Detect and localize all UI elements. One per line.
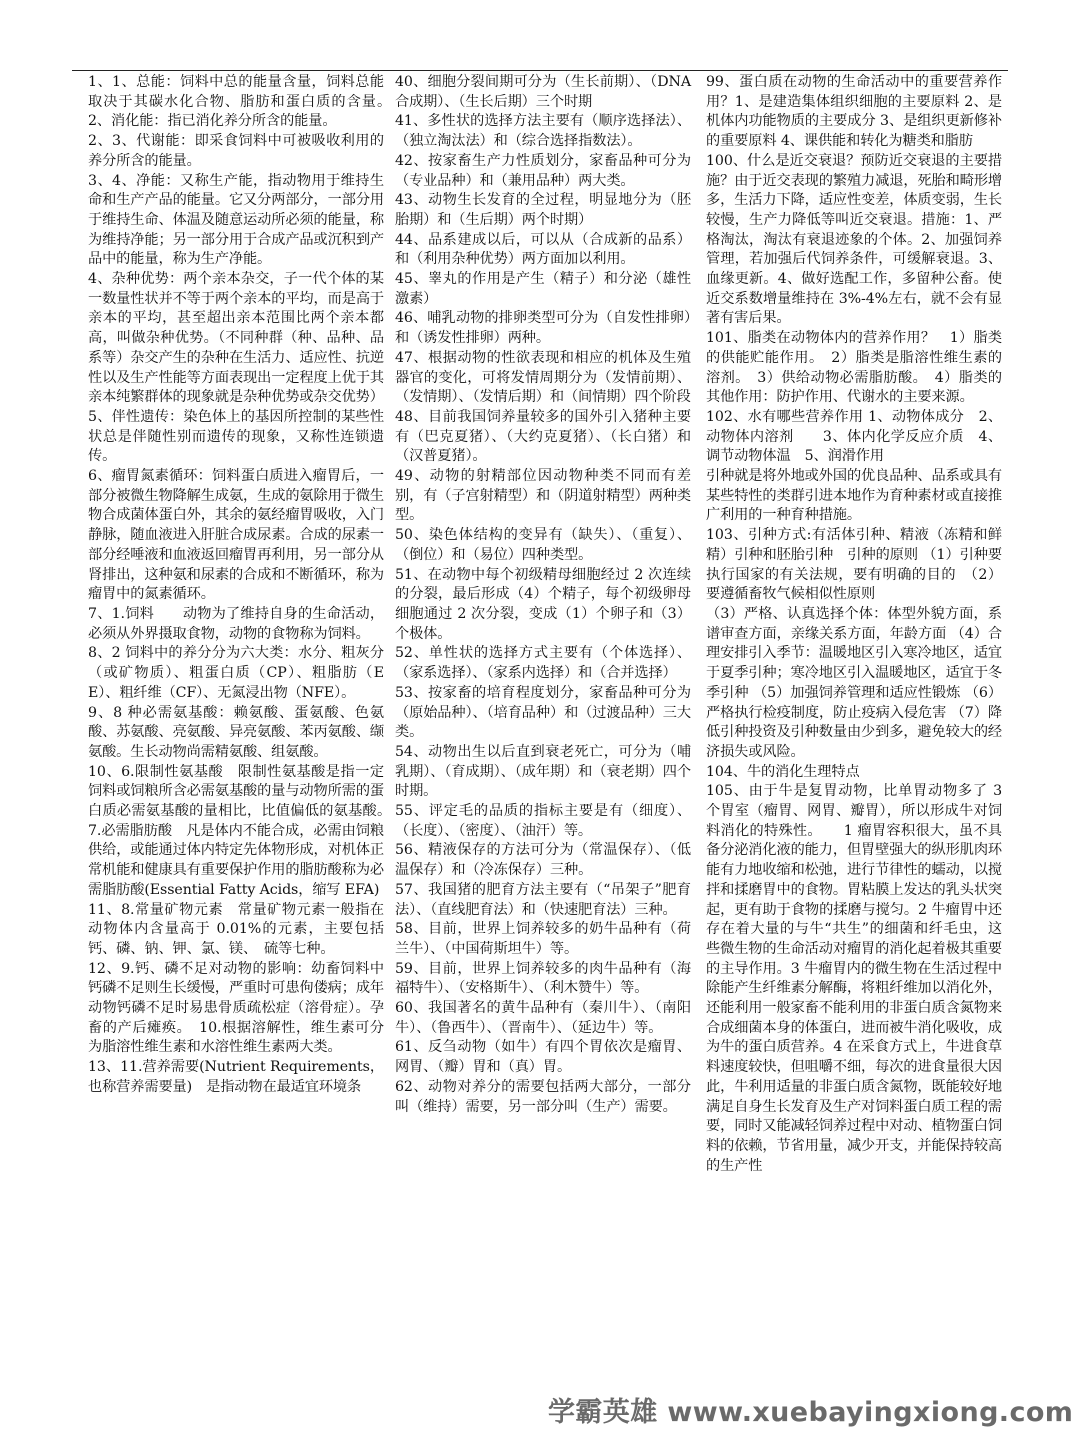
paragraph: 引种就是将外地或外国的优良品种、品系或具有某些特性的类群引进本地作为育种素材或直接推广利用的一种育种措施。	[706, 468, 1002, 524]
paragraph: 50、染色体结构的变异有（缺失）、（重复）、（倒位）和（易位）四种类型。	[395, 527, 691, 563]
paragraph: 62、动物对养分的需要包括两大部分，一部分叫（维持）需要，另一部分叫（生产）需要。	[395, 1078, 691, 1115]
paragraph: 11、8.常量矿物元素 常量矿物元素一般指在动物体内含量高于 0.01%的元素，主要包括钙、磷、钠、钾、氯、镁、 硫等七种。	[88, 901, 384, 957]
paragraph: 3、4、净能：又称生产能，指动物用于维持生命和生产产品的能量。它又分两部分，一部分用于维持生命、体温及随意运动所必须的能量，称为维持净能；另一部分用于合成产品或沉积到产品中的能量，称为生产净能。	[88, 172, 384, 268]
paragraph: 12、9.钙、磷不足对动物的影响：幼畜饲料中钙磷不足则生长缓慢，严重时可患佝偻病；成年动物钙磷不足时易患骨质疏松症（溶骨症）。孕畜的产后瘫痪。 10.根据溶解性，维生素可分为脂溶性维生素和水溶性维生素两大类。	[88, 960, 384, 1056]
paragraph: 42、按家畜生产力性质划分，家畜品种可分为（专业品种）和（兼用品种）两大类。	[395, 152, 691, 189]
paragraph: 49、动物的射精部位因动物种类不同而有差别，有（子宫射精型）和（阴道射精型）两种类型。	[395, 468, 691, 524]
top-rule	[72, 70, 1008, 71]
paragraph: 2、3、代谢能：即采食饲料中可被吸收利用的养分所含的能量。	[88, 133, 384, 169]
paragraph: 100、什么是近交衰退？预防近交衰退的主要措施？由于近交表现的繁殖力减退，死胎和畸形增多，生活力下降，适应性变差，体质变弱，生长较慢，生产力降低等叫近交衰退。措施：1、严格淘汰，淘汰有衰退迹象的个体。2、加强饲养管理，若加强后代饲养条件，可缓解衰退。3、血缘更新。4、做好选配工作，多留种公畜。使近交系数增量维持在 3%-4%左右，就不会有显著有害后果。	[706, 152, 1002, 327]
paragraph: 102、水有哪些营养作用 1、动物体成分 2、动物体内溶剂 3、体内化学反应介质 4、调节动物体温 5、润滑作用	[706, 408, 1002, 465]
paragraph: 101、脂类在动物体内的营养作用？ 1）脂类的供能贮能作用。 2）脂类是脂溶性维生素的溶剂。 3）供给动物必需脂肪酸。 4）脂类的其他作用：防护作用、代谢水的主要来源。	[706, 330, 1002, 406]
paragraph: 57、我国猪的肥育方法主要有（“吊架子”肥育法）、（直线肥育法）和（快速肥育法）三种。	[395, 881, 691, 918]
paragraph: 104、牛的消化生理特点	[706, 763, 860, 780]
text-column-right	[706, 73, 1002, 1318]
paragraph: 8、2 饲料中的养分分为六大类：水分、粗灰分（或矿物质）、粗蛋白质（CP）、粗脂肪（EE）、粗纤维（CF）、无氮浸出物（NFE）。	[88, 645, 384, 701]
paragraph: 43、动物生长发育的全过程，明显地分为（胚胎期）和（生后期）两个时期）	[395, 192, 691, 228]
paragraph: 1、1、总能：饲料中总的能量含量，饲料总能取决于其碳水化合物、脂肪和蛋白质的含量。 2、消化能：指已消化养分所含的能量。	[88, 74, 399, 130]
paragraph: 54、动物出生以后直到衰老死亡，可分为（哺乳期）、（育成期）、（成年期）和（衰老期）四个时期。	[395, 743, 691, 800]
paragraph: 41、多性状的选择方法主要有（顺序选择法）、（独立淘汰法）和（综合选择指数法）。	[395, 113, 691, 150]
paragraph: 55、评定毛的品质的指标主要是有（细度）、（长度）、（密度）、（油汗）等。	[395, 803, 691, 839]
paragraph: 52、单性状的选择方式主要有（个体选择）、（家系选择）、（家系内选择）和（合并选择）	[395, 645, 691, 682]
footer-watermark: 学霸英雄 www.xuebayingxiong.com	[548, 1397, 1074, 1428]
paragraph: 56、精液保存的方法可分为（常温保存）、（低温保存）和（冷冻保存）三种。	[395, 842, 691, 879]
paragraph: 4、杂种优势：两个亲本杂交，子一代个体的某一数量性状并不等于两个亲本的平均，而是高于亲本的平均，甚至超出亲本范围比两个亲本都高，叫做杂种优势。（不同种群（种、品种、品系等）杂交产生的杂种在生活力、适应性、抗逆性以及生产性能等方面表现出一定程度上优于其亲本纯繁群体的现象就是杂种优势或杂交优势）	[88, 271, 384, 406]
text-column-left	[88, 73, 399, 1318]
paragraph: 13、11.营养需要(Nutrient Requirements，也称营养需要量) 是指动物在最适宜环境条	[88, 1059, 384, 1095]
paragraph: 59、目前，世界上饲养较多的肉牛品种有（海福特牛）、（安格斯牛）、（利木赞牛）等。	[395, 960, 691, 997]
paragraph: 7、1.饲料 动物为了维持自身的生命活动，必须从外界摄取食物，动物的食物称为饲料。	[88, 605, 384, 642]
paragraph: 61、反刍动物（如牛）有四个胃依次是瘤胃、网胃、（瓣）胃和（真）胃。	[395, 1039, 691, 1076]
paragraph: 103、引种方式:有活体引种、精液（冻精和鲜精）引种和胚胎引种 引种的原则 （1）引种要执行国家的有关法规，要有明确的目的 （2）要遵循畜牧气候相似性原则	[706, 527, 1002, 603]
paragraph: 5、伴性遗传：染色体上的基因所控制的某些性状总是伴随性别而遗传的现象，又称性连锁遗传。	[88, 408, 384, 465]
paragraph: 44、品系建成以后，可以从（合成新的品系）和（利用杂种优势）两方面加以利用。	[395, 231, 691, 268]
paragraph: 47、根据动物的性欲表现和相应的机体及生殖器官的变化，可将发情周期分为（发情前期）、（发情期）、（发情后期）和（间情期）四个阶段	[395, 349, 691, 406]
paragraph: 99、蛋白质在动物的生命活动中的重要营养作用？1、是建造集体组织细胞的主要原料 2、是机体内功能物质的主要成分 3、是组织更新修补的重要原料 4、课供能和转化为糖类和脂肪	[706, 74, 1002, 150]
paragraph: 58、目前，世界上饲养较多的奶牛品种有（荷兰牛）、（中国荷斯坦牛）等。	[395, 921, 691, 957]
paragraph: 53、按家畜的培育程度划分，家畜品种可分为（原始品种）、（培育品种）和（过渡品种）三大类。	[395, 684, 691, 741]
paragraph: 46、哺乳动物的排卵类型可分为（自发性排卵）和（诱发性排卵）两种。	[395, 310, 691, 347]
text-column-middle	[395, 73, 691, 1318]
paragraph: 48、目前我国饲养量较多的国外引入猪种主要有（巴克夏猪）、（大约克夏猪）、（长白猪）和（汉普夏猪）。	[395, 408, 691, 465]
paragraph: 51、在动物中每个初级精母细胞经过 2 次连续的分裂，最后形成（4）个精子，每个初级卵母细胞通过 2 次分裂，变成（1）个卵子和（3）个极体。	[395, 566, 691, 642]
paragraph: 9、8 种必需氨基酸：赖氨酸、蛋氨酸、色氨酸、苏氨酸、亮氨酸、异亮氨酸、苯丙氨酸、缬氨酸。生长动物尚需精氨酸、组氨酸。	[88, 704, 384, 760]
paragraph: 6、瘤胃氮素循环：饲料蛋白质进入瘤胃后，一部分被微生物降解生成氨，生成的氨除用于微生物合成菌体蛋白外，其余的氨经瘤胃吸收，入门静脉，随血液进入肝脏合成尿素。合成的尿素一部分经唾液和血液返回瘤胃再利用，另一部分从肾排出，这种氨和尿素的合成和不断循环，称为瘤胃中的氮素循环。	[88, 468, 384, 603]
paragraph: 105、由于牛是复胃动物，比单胃动物多了 3 个胃室（瘤胃、网胃、瓣胃），所以形成牛对饲料消化的特殊性。 1 瘤胃容积很大，虽不具备分泌消化液的能力，但胃壁强大的纵形肌肉环能有力地收缩和松弛，进行节律性的蠕动，以搅拌和揉磨胃中的食物。胃粘膜上发达的乳头状突起，更有助于食物的揉磨与搅匀。2 牛瘤胃中还存在着大量的与牛“共生”的细菌和纤毛虫，这些微生物的生命活动对瘤胃的消化起着极其重要的主导作用。3 牛瘤胃内的微生物在生活过程中除能产生纤维素分解酶，将粗纤维加以消化外，还能利用一般家畜不能利用的非蛋白质含氮物来合成细菌本身的体蛋白，进而被牛消化吸收，成为牛的蛋白质营养。4 在采食方式上，牛进食草料速度较快，但咀嚼不细，每次的进食量很大因此，牛利用适量的非蛋白质含氮物，既能较好地满足自身生长发育及生产对饲料蛋白质工程的需要，同时又能减轻饲养过程中对动、植物蛋白饲料的依赖，节省用量，减少开支，并能保持较高的生产性	[706, 783, 1002, 1174]
paragraph: 10、6.限制性氨基酸 限制性氨基酸是指一定饲料或饲粮所含必需氨基酸的量与动物所需的蛋白质必需氨基酸的量相比，比值偏低的氨基酸。 7.必需脂肪酸 凡是体内不能合成，必需由饲粮供给，或能通过体内特定先体物形成，对机体正常机能和健康具有重要保护作用的脂肪酸称为必需脂肪酸(Essential Fatty Acids，缩写 EFA)	[88, 763, 399, 898]
paragraph: 60、我国著名的黄牛品种有（秦川牛）、（南阳牛）、（鲁西牛）、（晋南牛）、（延边牛）等。	[395, 1000, 691, 1036]
paragraph: 45、睾丸的作用是产生（精子）和分泌（雄性激素）	[395, 271, 691, 307]
paragraph: 40、细胞分裂间期可分为（生长前期）、（DNA 合成期）、（生长后期）三个时期	[395, 74, 691, 110]
paragraph: （3）严格、认真选择个体：体型外貌方面，系谱审查方面，亲缘关系方面，年龄方面 （4）合理安排引入季节：温暖地区引入寒冷地区，适宜于夏季引种；寒冷地区引入温暖地区，适宜于冬季引种 （5）加强饲养管理和适应性锻炼 （6）严格执行检疫制度，防止疫病入侵危害 （7）降低引种投资及引种数量由少到多，避免较大的经济损失或风险。	[706, 605, 1002, 760]
